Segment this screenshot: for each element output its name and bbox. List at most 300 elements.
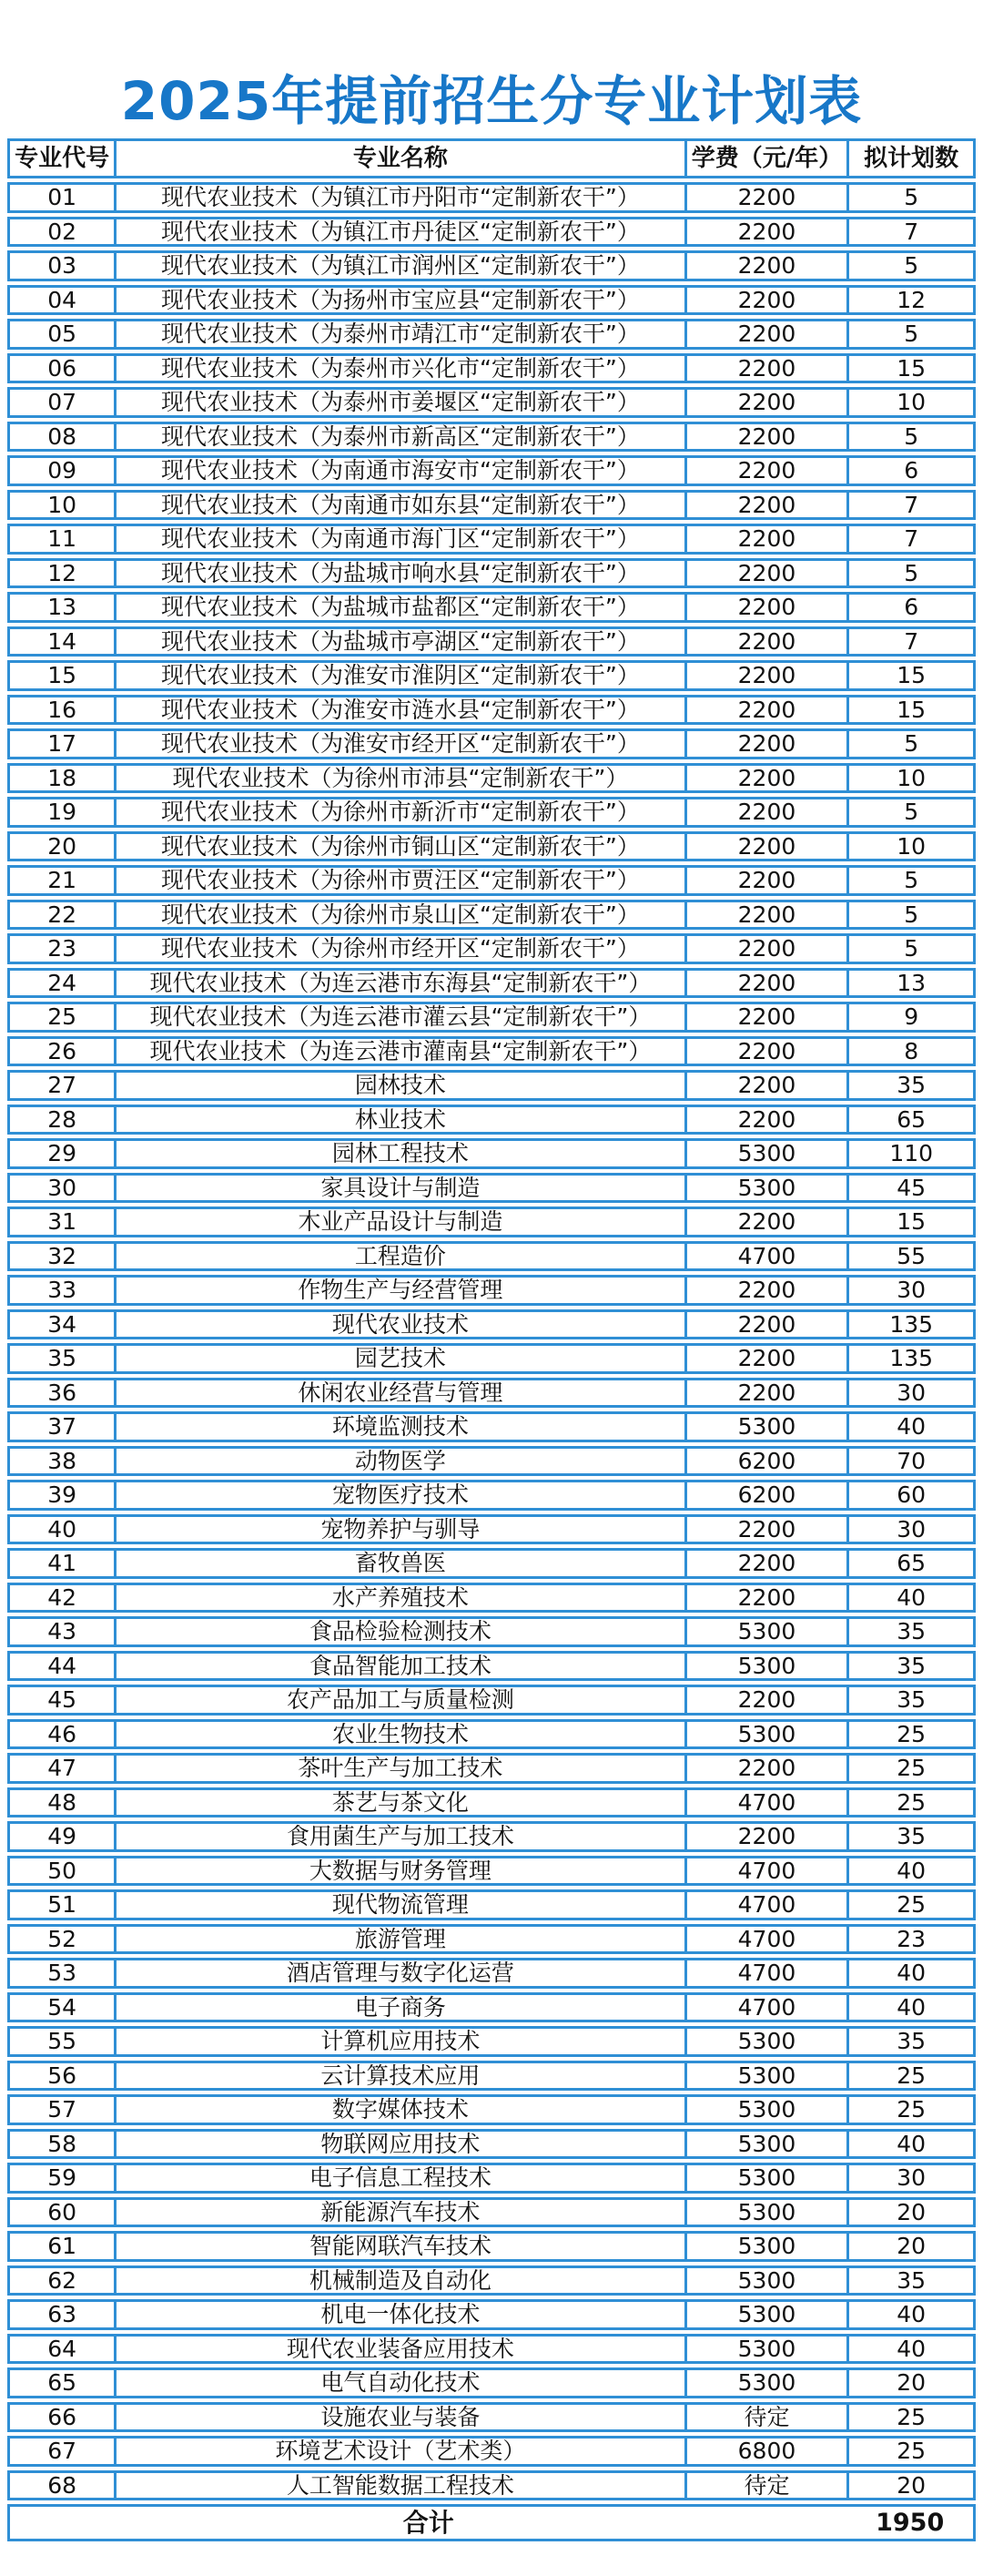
plan-count-cell: 10 [846,766,973,791]
table-row [7,1446,976,1477]
tuition-cell: 2200 [684,936,847,962]
major-name-cell: 农产品加工与质量检测 [114,1687,684,1713]
major-name-cell: 现代农业技术（为泰州市靖江市“定制新农干”） [114,321,684,347]
plan-count-cell: 25 [846,2063,973,2089]
total-label-cell: 合计 [402,2507,454,2538]
header-cell-tuition: 学费（元/年） [684,141,847,176]
major-code-cell: 30 [47,1175,77,1200]
major-name-cell: 食用菌生产与加工技术 [114,1824,684,1849]
plan-count-cell: 25 [846,1892,973,1918]
major-name-cell: 工程造价 [114,1244,684,1269]
table-row [7,2129,976,2160]
major-code-cell: 58 [47,2131,77,2156]
plan-count-cell: 110 [846,1141,973,1166]
table-row [7,2367,976,2398]
major-code-cell: 46 [47,1721,77,1746]
table-row [7,558,976,589]
major-name-cell: 新能源汽车技术 [114,2200,684,2225]
major-code-cell: 54 [47,1994,77,2020]
tuition-cell: 5300 [684,2200,847,2225]
major-code-cell: 31 [47,1209,77,1235]
page-title: 2025年提前招生分专业计划表 [120,70,863,132]
tuition-cell: 2200 [684,219,847,245]
major-name-cell: 现代农业技术（为连云港市灌南县“定制新农干”） [114,1039,684,1064]
plan-count-cell: 35 [846,1687,973,1713]
table-row [7,250,976,281]
header-cell-major-code: 专业代号 [15,145,110,172]
major-name-cell: 现代农业技术（为徐州市新沂市“定制新农干”） [114,799,684,825]
tuition-cell: 2200 [684,902,847,928]
major-code-cell: 39 [47,1482,77,1508]
tuition-cell: 4700 [684,1960,847,1986]
table-row [7,2299,976,2330]
tuition-cell: 5300 [684,2268,847,2294]
major-code-cell: 18 [47,765,77,790]
major-name-cell: 环境艺术设计（艺术类） [114,2439,684,2464]
major-code-cell: 59 [47,2165,77,2191]
table-row [7,831,976,862]
tuition-cell: 2200 [684,185,847,210]
table-row [7,2163,976,2194]
table-row [7,1616,976,1647]
major-code-cell: 16 [47,697,77,722]
table-row [7,626,976,657]
major-code-cell: 50 [47,1858,77,1883]
table-row [7,2231,976,2262]
table-row [7,1275,976,1306]
major-code-cell: 29 [47,1141,77,1166]
table-row [7,1992,976,2023]
table-row [7,968,976,999]
major-name-cell: 动物医学 [114,1449,684,1474]
plan-count-cell: 60 [846,1482,973,1508]
major-code-cell: 64 [47,2336,77,2361]
plan-count-cell: 30 [846,1380,973,1406]
table-row [7,2061,976,2092]
tuition-cell: 2200 [684,561,847,586]
tuition-cell: 2200 [684,253,847,279]
major-name-cell: 现代农业技术（为淮安市经开区“定制新农干”） [114,731,684,757]
major-code-cell: 14 [47,628,77,654]
tuition-cell: 2200 [684,1004,847,1030]
table-row [7,1958,976,1989]
major-code-cell: 65 [47,2370,77,2396]
tuition-cell: 2200 [684,1585,847,1611]
table-row [7,2436,976,2467]
major-name-cell: 休闲农业经营与管理 [114,1380,684,1406]
major-name-cell: 旅游管理 [114,1927,684,1952]
major-code-cell: 22 [47,901,77,927]
major-code-cell: 08 [47,423,77,449]
major-name-cell: 现代农业技术（为镇江市丹徒区“定制新农干”） [114,219,684,245]
major-name-cell: 现代农业技术（为扬州市宝应县“定制新农干”） [114,288,684,313]
plan-count-cell: 6 [846,458,973,484]
plan-count-cell: 35 [846,2268,973,2294]
major-code-cell: 57 [47,2097,77,2123]
major-code-cell: 36 [47,1380,77,1405]
tuition-cell: 2200 [684,766,847,791]
tuition-cell: 2200 [684,834,847,860]
major-name-cell: 物联网应用技术 [114,2132,684,2157]
tuition-cell: 2200 [684,629,847,655]
plan-count-cell: 5 [846,424,973,450]
tuition-cell: 2200 [684,1312,847,1338]
major-code-cell: 42 [47,1584,77,1610]
plan-count-cell: 5 [846,799,973,825]
plan-count-cell: 40 [846,2337,973,2362]
major-name-cell: 设施农业与装备 [114,2405,684,2430]
major-code-cell: 20 [47,833,77,859]
plan-count-cell: 25 [846,2097,973,2123]
table-row [7,2026,976,2057]
header-cell-plan-count: 拟计划数 [846,141,973,176]
tuition-cell: 5300 [684,2165,847,2191]
table-row [7,217,976,248]
table-row [7,2265,976,2296]
major-name-cell: 计算机应用技术 [114,2029,684,2054]
tuition-cell: 5300 [684,2370,847,2396]
table-row [7,422,976,453]
plan-table [7,138,976,2541]
tuition-cell: 2200 [684,799,847,825]
table-row [7,490,976,521]
table-row [7,1207,976,1237]
major-name-cell: 茶艺与茶文化 [114,1790,684,1816]
plan-count-cell: 15 [846,697,973,723]
plan-count-cell: 20 [846,2370,973,2396]
plan-count-cell: 40 [846,1585,973,1611]
major-code-cell: 43 [47,1619,77,1644]
major-code-cell: 13 [47,595,77,620]
plan-count-cell: 5 [846,185,973,210]
major-name-cell: 现代农业技术（为南通市如东县“定制新农干”） [114,493,684,518]
major-name-cell: 宠物养护与驯导 [114,1517,684,1543]
major-name-cell: 家具设计与制造 [114,1176,684,1201]
major-name-cell: 人工智能数据工程技术 [114,2473,684,2499]
tuition-cell: 待定 [684,2405,847,2430]
major-name-cell: 现代农业技术（为泰州市姜堰区“定制新农干”） [114,390,684,415]
table-row [7,1583,976,1614]
major-code-cell: 68 [47,2472,77,2498]
table-row [7,592,976,623]
major-code-cell: 37 [47,1414,77,1440]
plan-count-cell: 35 [846,1824,973,1849]
plan-count-cell: 5 [846,868,973,893]
plan-count-cell: 20 [846,2473,973,2499]
table-row [7,1651,976,1682]
plan-count-cell: 7 [846,526,973,552]
major-name-cell: 林业技术 [114,1107,684,1133]
major-name-cell: 茶叶生产与加工技术 [114,1756,684,1781]
tuition-cell: 2200 [684,1209,847,1235]
major-name-cell: 电子商务 [114,1995,684,2021]
plan-count-cell: 40 [846,1414,973,1440]
plan-count-cell: 7 [846,629,973,655]
tuition-cell: 5300 [684,2337,847,2362]
plan-count-cell: 40 [846,1960,973,1986]
major-code-cell: 03 [47,253,77,279]
tuition-cell: 2200 [684,424,847,450]
major-code-cell: 56 [47,2062,77,2088]
table-row [7,1411,976,1442]
major-name-cell: 现代农业技术（为徐州市贾汪区“定制新农干”） [114,868,684,893]
plan-count-cell: 35 [846,1654,973,1679]
table-row [7,1173,976,1204]
tuition-cell: 2200 [684,697,847,723]
major-name-cell: 云计算技术应用 [114,2063,684,2089]
table-row [7,387,976,418]
tuition-cell: 4700 [684,1892,847,1918]
table-row [7,1685,976,1716]
table-row [7,1105,976,1135]
major-name-cell: 食品智能加工技术 [114,1654,684,1679]
major-code-cell: 47 [47,1756,77,1781]
tuition-cell: 2200 [684,493,847,518]
major-name-cell: 现代农业技术（为盐城市亭湖区“定制新农干”） [114,629,684,655]
plan-count-cell: 25 [846,1790,973,1816]
major-code-cell: 19 [47,799,77,825]
tuition-cell: 2200 [684,1039,847,1064]
major-code-cell: 40 [47,1516,77,1542]
table-row [7,1138,976,1169]
major-name-cell: 现代农业技术（为泰州市新高区“定制新农干”） [114,424,684,450]
major-name-cell: 作物生产与经营管理 [114,1278,684,1303]
plan-count-cell: 70 [846,1449,973,1474]
table-row [7,728,976,759]
major-code-cell: 05 [47,321,77,347]
table-row [7,1821,976,1852]
plan-count-cell: 5 [846,561,973,586]
tuition-cell: 2200 [684,288,847,313]
table-row [7,1856,976,1887]
major-code-cell: 01 [47,185,77,210]
major-name-cell: 宠物医疗技术 [114,1482,684,1508]
plan-count-cell: 5 [846,731,973,757]
plan-count-cell: 15 [846,356,973,382]
plan-count-cell: 5 [846,253,973,279]
table-row [7,2197,976,2228]
tuition-cell: 4700 [684,1995,847,2021]
table-row [7,1514,976,1545]
tuition-cell: 4700 [684,1858,847,1884]
tuition-cell: 5300 [684,1414,847,1440]
major-name-cell: 园艺技术 [114,1346,684,1371]
plan-count-cell: 12 [846,288,973,313]
major-name-cell: 现代农业技术（为淮安市淮阴区“定制新农干”） [114,663,684,688]
major-name-cell: 机械制造及自动化 [114,2268,684,2294]
major-code-cell: 21 [47,868,77,893]
plan-count-cell: 5 [846,936,973,962]
major-code-cell: 10 [47,492,77,517]
table-row [7,1889,976,1920]
major-name-cell: 现代农业技术（为徐州市铜山区“定制新农干”） [114,834,684,860]
major-name-cell: 园林工程技术 [114,1141,684,1166]
major-code-cell: 63 [47,2302,77,2327]
tuition-cell: 6200 [684,1482,847,1508]
table-row [7,1719,976,1750]
major-name-cell: 现代农业技术（为镇江市润州区“定制新农干”） [114,253,684,279]
plan-count-cell: 25 [846,1722,973,1747]
major-code-cell: 35 [47,1346,77,1371]
major-code-cell: 32 [47,1243,77,1268]
table-row [7,2334,976,2365]
major-name-cell: 现代农业技术（为镇江市丹阳市“定制新农干”） [114,185,684,210]
plan-count-cell: 6 [846,595,973,620]
table-row [7,285,976,316]
table-row [7,1036,976,1067]
table-row [7,524,976,555]
major-code-cell: 07 [47,390,77,415]
plan-count-cell: 35 [846,2029,973,2054]
major-code-cell: 55 [47,2029,77,2054]
major-name-cell: 现代农业技术（为盐城市盐都区“定制新农干”） [114,595,684,620]
major-name-cell: 现代农业技术（为连云港市东海县“定制新农干”） [114,971,684,996]
plan-count-cell: 5 [846,321,973,347]
tuition-cell: 2200 [684,356,847,382]
plan-count-cell: 65 [846,1107,973,1133]
tuition-cell: 4700 [684,1790,847,1816]
tuition-cell: 2200 [684,1073,847,1098]
major-name-cell: 水产养殖技术 [114,1585,684,1611]
header-cell-major-name: 专业名称 [114,141,684,176]
tuition-cell: 5300 [684,2234,847,2259]
major-name-cell: 农业生物技术 [114,1722,684,1747]
plan-count-cell: 9 [846,1004,973,1030]
major-name-cell: 现代农业技术（为徐州市经开区“定制新农干”） [114,936,684,962]
plan-count-cell: 13 [846,971,973,996]
major-code-cell: 17 [47,731,77,757]
tuition-cell: 5300 [684,1654,847,1679]
major-code-cell: 15 [47,663,77,688]
plan-count-cell: 5 [846,902,973,928]
plan-count-cell: 20 [846,2234,973,2259]
major-code-cell: 61 [47,2234,77,2259]
tuition-cell: 2200 [684,1824,847,1849]
table-row [7,900,976,931]
major-code-cell: 02 [47,219,77,244]
major-name-cell: 现代农业装备应用技术 [114,2337,684,2362]
major-name-cell: 现代农业技术（为徐州市沛县“定制新农干”） [114,766,684,791]
plan-count-cell: 40 [846,1858,973,1884]
total-value-cell: 1950 [876,2509,945,2537]
major-name-cell: 环境监测技术 [114,1414,684,1440]
tuition-cell: 待定 [684,2473,847,2499]
tuition-cell: 4700 [684,1927,847,1952]
plan-count-cell: 55 [846,1244,973,1269]
plan-count-cell: 25 [846,2439,973,2464]
major-name-cell: 酒店管理与数字化运营 [114,1960,684,1986]
tuition-cell: 5300 [684,2063,847,2089]
major-code-cell: 06 [47,355,77,381]
major-name-cell: 大数据与财务管理 [114,1858,684,1884]
plan-count-cell: 40 [846,2302,973,2327]
major-code-cell: 49 [47,1824,77,1849]
major-code-cell: 41 [47,1551,77,1576]
major-name-cell: 电子信息工程技术 [114,2165,684,2191]
major-code-cell: 04 [47,287,77,312]
major-code-cell: 48 [47,1789,77,1815]
plan-count-cell: 15 [846,1209,973,1235]
table-row [7,763,976,794]
plan-count-cell: 30 [846,2165,973,2191]
major-code-cell: 26 [47,1038,77,1064]
major-code-cell: 38 [47,1448,77,1473]
major-code-cell: 51 [47,1892,77,1918]
major-name-cell: 木业产品设计与制造 [114,1209,684,1235]
table-row [7,1753,976,1784]
table-row [7,455,976,486]
tuition-cell: 2200 [684,1551,847,1576]
tuition-cell: 4700 [684,1244,847,1269]
major-code-cell: 25 [47,1004,77,1030]
plan-count-cell: 30 [846,1517,973,1543]
tuition-cell: 2200 [684,1278,847,1303]
tuition-cell: 2200 [684,458,847,484]
tuition-cell: 5300 [684,1176,847,1201]
major-code-cell: 66 [47,2404,77,2429]
plan-count-cell: 10 [846,834,973,860]
table-row [7,1787,976,1818]
plan-count-cell: 25 [846,2405,973,2430]
plan-count-cell: 45 [846,1176,973,1201]
table-row [7,1241,976,1272]
tuition-cell: 2200 [684,868,847,893]
plan-count-cell: 135 [846,1312,973,1338]
table-row [7,1309,976,1340]
table-row [7,353,976,384]
table-row [7,1343,976,1374]
major-code-cell: 23 [47,936,77,962]
major-code-cell: 67 [47,2439,77,2464]
plan-count-cell: 65 [846,1551,973,1576]
major-name-cell: 智能网联汽车技术 [114,2234,684,2259]
table-row [7,1924,976,1955]
tuition-cell: 6200 [684,1449,847,1474]
major-name-cell: 现代农业技术（为淮安市涟水县“定制新农干”） [114,697,684,723]
table-row [7,1548,976,1579]
tuition-cell: 2200 [684,971,847,996]
major-code-cell: 53 [47,1960,77,1986]
tuition-cell: 5300 [684,2029,847,2054]
major-code-cell: 34 [47,1311,77,1337]
tuition-cell: 5300 [684,2132,847,2157]
tuition-cell: 2200 [684,1107,847,1133]
tuition-cell: 2200 [684,1756,847,1781]
tuition-cell: 2200 [684,390,847,415]
major-code-cell: 27 [47,1073,77,1098]
major-name-cell: 现代农业技术（为连云港市灌云县“定制新农干”） [114,1004,684,1030]
major-name-cell: 机电一体化技术 [114,2302,684,2327]
major-name-cell: 现代物流管理 [114,1892,684,1918]
tuition-cell: 2200 [684,321,847,347]
tuition-cell: 2200 [684,731,847,757]
tuition-cell: 2200 [684,1687,847,1713]
tuition-cell: 5300 [684,1722,847,1747]
major-code-cell: 09 [47,458,77,484]
table-row [7,1480,976,1511]
major-code-cell: 12 [47,560,77,585]
tuition-cell: 2200 [684,1346,847,1371]
plan-count-cell: 10 [846,390,973,415]
table-row [7,660,976,691]
table-row [7,2470,976,2501]
major-name-cell: 食品检验检测技术 [114,1619,684,1644]
plan-count-cell: 35 [846,1619,973,1644]
table-header-row [7,138,976,178]
major-name-cell: 畜牧兽医 [114,1551,684,1576]
major-name-cell: 现代农业技术（为南通市海安市“定制新农干”） [114,458,684,484]
major-name-cell: 现代农业技术（为泰州市兴化市“定制新农干”） [114,356,684,382]
